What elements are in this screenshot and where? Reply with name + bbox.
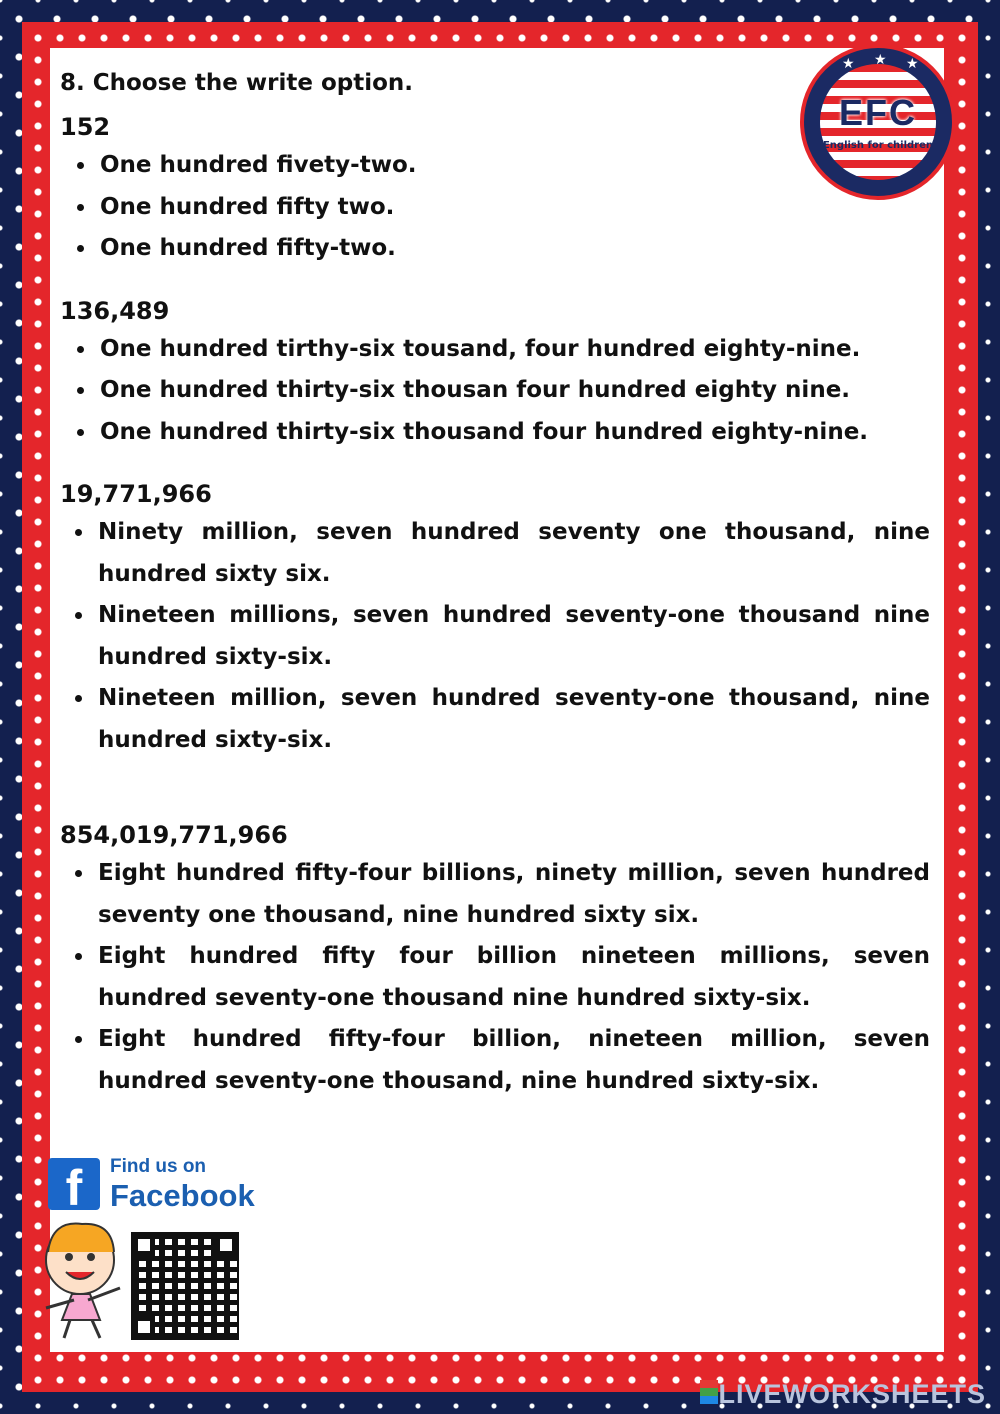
answer-option[interactable]: Eight hundred fifty-four billions, ninety million, seven hundred seventy one thousand, nine hundred sixty six. — [98, 853, 930, 936]
number-prompt: 854,019,771,966 — [60, 821, 288, 849]
qr-corner — [133, 1316, 155, 1338]
answer-option[interactable]: One hundred thirty-six thousand four hundred eighty-nine. — [100, 412, 930, 454]
option-list — [60, 853, 930, 1102]
question-group — [60, 480, 930, 761]
number-prompt: 136,489 — [60, 296, 170, 325]
logo-subtitle: English for children — [822, 140, 934, 151]
answer-option[interactable]: Eight hundred fifty four billion nineteen millions, seven hundred seventy-one thousand nine hundred sixty-six. — [98, 936, 930, 1019]
answer-option[interactable]: Nineteen millions, seven hundred seventy-one thousand nine hundred sixty-six. — [98, 595, 930, 678]
answer-option[interactable]: One hundred fifty two. — [100, 187, 930, 229]
number-prompt: 19,771,966 — [60, 480, 212, 508]
answer-option[interactable]: One hundred thirty-six thousan four hundred eighty nine. — [100, 370, 930, 412]
answer-option[interactable]: Nineteen million, seven hundred seventy-one thousand, nine hundred sixty-six. — [98, 678, 930, 761]
option-list — [60, 145, 930, 270]
logo-star-icon: ★ — [874, 52, 887, 68]
qr-corner — [215, 1234, 237, 1256]
answer-option[interactable]: One hundred fifty-two. — [100, 228, 930, 270]
question-group — [60, 113, 930, 270]
qr-corner — [133, 1234, 155, 1256]
number-prompt: 152 — [60, 113, 111, 141]
cartoon-girl-icon — [22, 1212, 132, 1342]
option-list — [60, 329, 930, 454]
logo-text: EFC — [839, 92, 917, 133]
live-badge-icon — [700, 1380, 718, 1404]
question-group — [60, 297, 930, 454]
question-title: 8. Choose the write option. — [60, 70, 414, 96]
answer-option[interactable]: Eight hundred fifty-four billion, nineteen million, seven hundred seventy-one thousand, nine hundred sixty-six. — [98, 1019, 930, 1102]
logo-star-icon: ★ — [906, 56, 919, 72]
facebook-name[interactable]: Facebook — [110, 1178, 255, 1213]
facebook-find-us: Find us on — [110, 1156, 207, 1177]
worksheet-content — [60, 70, 930, 1129]
watermark: LIVEWORKSHEETS — [718, 1379, 986, 1409]
answer-option[interactable]: Ninety million, seven hundred seventy one thousand, nine hundred sixty six. — [98, 512, 930, 595]
facebook-icon[interactable]: f — [48, 1158, 100, 1210]
option-list — [60, 512, 930, 761]
qr-code[interactable] — [133, 1234, 237, 1338]
logo-star-icon: ★ — [842, 56, 855, 72]
answer-option[interactable]: One hundred fivety-two. — [100, 145, 930, 187]
answer-option[interactable]: One hundred tirthy-six tousand, four hundred eighty-nine. — [100, 329, 930, 371]
question-group — [60, 821, 930, 1102]
